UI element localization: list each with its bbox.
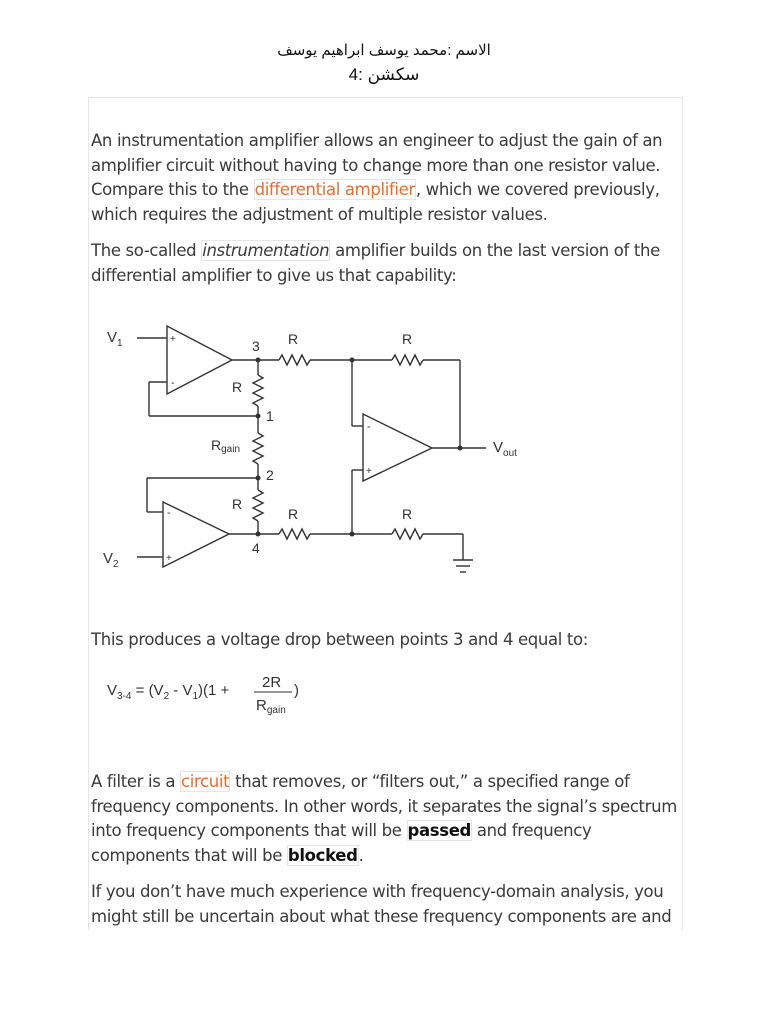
opamp-top-plus: + — [170, 334, 176, 345]
paragraph-filter-definition — [91, 770, 679, 868]
instrumentation-amplifier-circuit — [91, 98, 681, 598]
label-v1: $V_1$ — [107, 329, 123, 349]
label-rgain: Rgain — [211, 437, 241, 455]
resistor-rgain — [253, 433, 263, 464]
label-v2: $V_2$ — [103, 550, 119, 570]
text: and frequency components that will be — [91, 821, 592, 865]
link-differential-amplifier[interactable]: differential amplifier — [254, 180, 415, 199]
bold-blocked: blocked — [287, 845, 358, 865]
link-circuit[interactable]: circuit — [181, 772, 230, 791]
node-4: 4 — [252, 540, 260, 556]
text: . — [358, 845, 364, 865]
opamp-right-minus: - — [367, 421, 371, 433]
opamp-bottom-plus: + — [166, 553, 172, 564]
formula-main: $V_{3-4} = (V_2 - V_1)(1$ + — [107, 682, 230, 702]
node-3: 3 — [252, 338, 260, 354]
label-rf-top: R — [402, 331, 413, 347]
resistor-r-bottom — [253, 490, 263, 521]
document-header — [0, 40, 768, 87]
formula-close: ) — [294, 682, 299, 699]
label-r-top: R — [232, 379, 243, 395]
formula-denominator: $R_{gain}$ — [256, 697, 286, 716]
section-number: سكشن :4 — [348, 65, 420, 84]
text: , which we covered previously, which requires the adjustment of multiple resistor values. — [91, 180, 660, 224]
opamp-top-minus: - — [171, 377, 175, 389]
opamp-bottom-minus: - — [167, 507, 171, 519]
text: that removes, or “filters out,” a specified range of frequency components. In other words, it separates the signal’s spectrum into frequency components that will be — [91, 772, 677, 840]
opamp-bottom — [163, 502, 229, 567]
resistor-rf-top — [392, 355, 423, 365]
resistor-r-top — [253, 375, 263, 406]
label-r-bottom: R — [232, 496, 243, 512]
italic-term: instrumentation — [202, 241, 330, 260]
text: A filter is a — [91, 772, 181, 791]
opamp-top — [167, 326, 232, 394]
opamp-right — [363, 414, 432, 481]
label-r3: R — [288, 331, 299, 347]
label-rg-bottom: R — [402, 506, 413, 522]
resistor-r4 — [279, 529, 310, 539]
paragraph-voltage-drop: This produces a voltage drop between points 3 and 4 equal to: — [91, 630, 588, 649]
node-2: 2 — [266, 467, 274, 483]
text: The so-called — [91, 241, 202, 260]
article-snapshot — [88, 97, 683, 930]
formula-numerator: 2R — [262, 674, 282, 691]
text: An instrumentation amplifier allows an engineer to adjust the gain of an amplifier circuit without having to change more than one resistor value. Compare this to the — [91, 131, 663, 199]
text: amplifier builds on the last version of the differential amplifier to give us that capability: — [91, 241, 660, 285]
label-vout: $V_{out}$ — [493, 439, 517, 459]
bold-passed: passed — [407, 821, 472, 840]
paragraph-frequency-domain: If you don’t have much experience with frequency-domain analysis, you might still be uncertain about what these frequency components are and — [91, 882, 672, 926]
opamp-right-plus: + — [366, 466, 372, 477]
resistor-rg-bottom — [392, 529, 423, 539]
label-r4: R — [288, 506, 299, 522]
node-1: 1 — [266, 408, 274, 424]
resistor-r3 — [279, 355, 310, 365]
student-name: الاسم :محمد يوسف ابراهيم يوسف — [277, 42, 491, 59]
